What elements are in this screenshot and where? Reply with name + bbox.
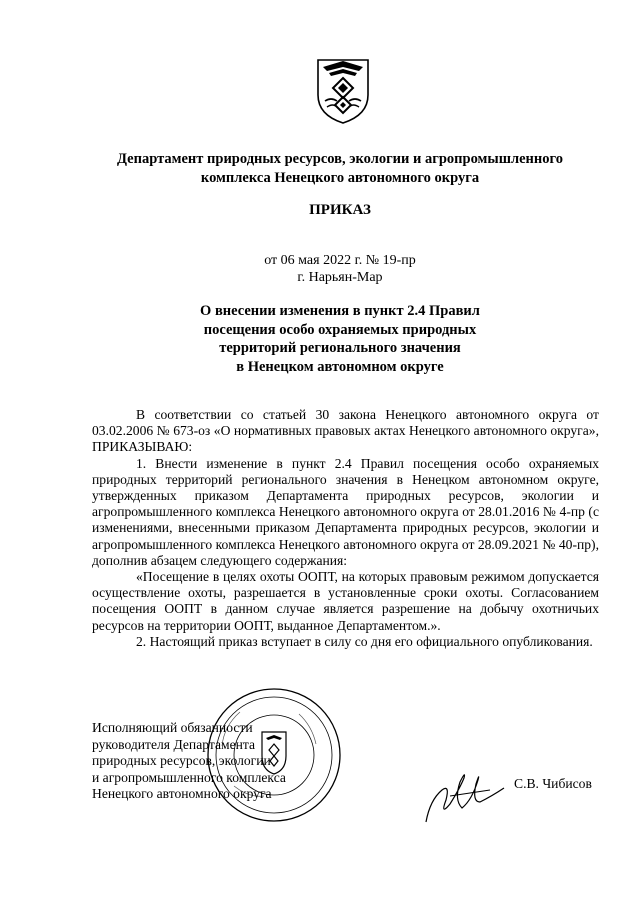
signatory-line-2: руководителя Департамента	[92, 736, 256, 752]
order-title: ПРИКАЗ	[309, 202, 371, 218]
subject-line-2: посещения особо охраняемых природных	[203, 321, 477, 338]
nenets-emblem-icon	[315, 57, 371, 125]
body-item-1: 1. Внести изменение в пункт 2.4 Правил посещения особо охраняемых природных территорий регионального значения в Ненецком автономном округе, утвержденных приказом Департамента природных ресурсов, экологии и агропромышленного комплекса Ненецкого автономного округа от 28.01.2016 № 4-пр (с изменениями, внесенными приказом Департамента природных ресурсов, экологии и агропромышленного комплекса Ненецкого автономного округа от 28.09.2021 № 40-пр), дополнив абзацем следующего содержания:	[92, 455, 599, 568]
handwritten-signature-icon	[420, 760, 510, 830]
body-quote: «Посещение в целях охоты ООПТ, на которых правовым режимом допускается осуществление охоты, разрешается в установленные сроки охоты. Согласованием посещения ООПТ в данном случае является разрешение на добычу охотничьих ресурсов на территории ООПТ, выданное Департаментом.».	[92, 569, 599, 633]
department-name	[60, 150, 620, 188]
body-intro-paragraph: В соответствии со статьей 30 закона Ненецкого автономного округа от 03.02.2006 № 673-оз «О нормативных правовых актах Ненецкого автономного округа», ПРИКАЗЫВАЮ:	[92, 407, 599, 455]
signatory-line-5: Ненецкого автономного округа	[92, 786, 272, 801]
signatory-line-4: и агропромышленного комплекса	[92, 769, 286, 785]
order-date-number: от 06 мая 2022 г. № 19-пр	[264, 253, 416, 268]
signatory-line-1: Исполняющий обязанности	[92, 720, 253, 735]
department-line-1: Департамент природных ресурсов, экологии и агропромышленного	[117, 151, 563, 167]
order-body	[92, 407, 599, 650]
order-city: г. Нарьян-Мар	[297, 270, 383, 285]
body-item-2: 2. Настоящий приказ вступает в силу со дня его официального опубликования.	[136, 633, 593, 649]
order-subject	[60, 302, 620, 376]
subject-line-3: территорий регионального значения	[219, 340, 461, 356]
subject-line-1: О внесении изменения в пункт 2.4 Правил	[200, 303, 480, 319]
order-date-block	[60, 252, 620, 286]
subject-line-4: в Ненецком автономном округе	[236, 358, 444, 375]
signatory-title	[92, 720, 286, 803]
signatory-name: С.В. Чибисов	[514, 776, 592, 791]
department-line-2: комплекса Ненецкого автономного округа	[200, 170, 480, 186]
signatory-line-3: природных ресурсов, экологии	[92, 753, 271, 768]
